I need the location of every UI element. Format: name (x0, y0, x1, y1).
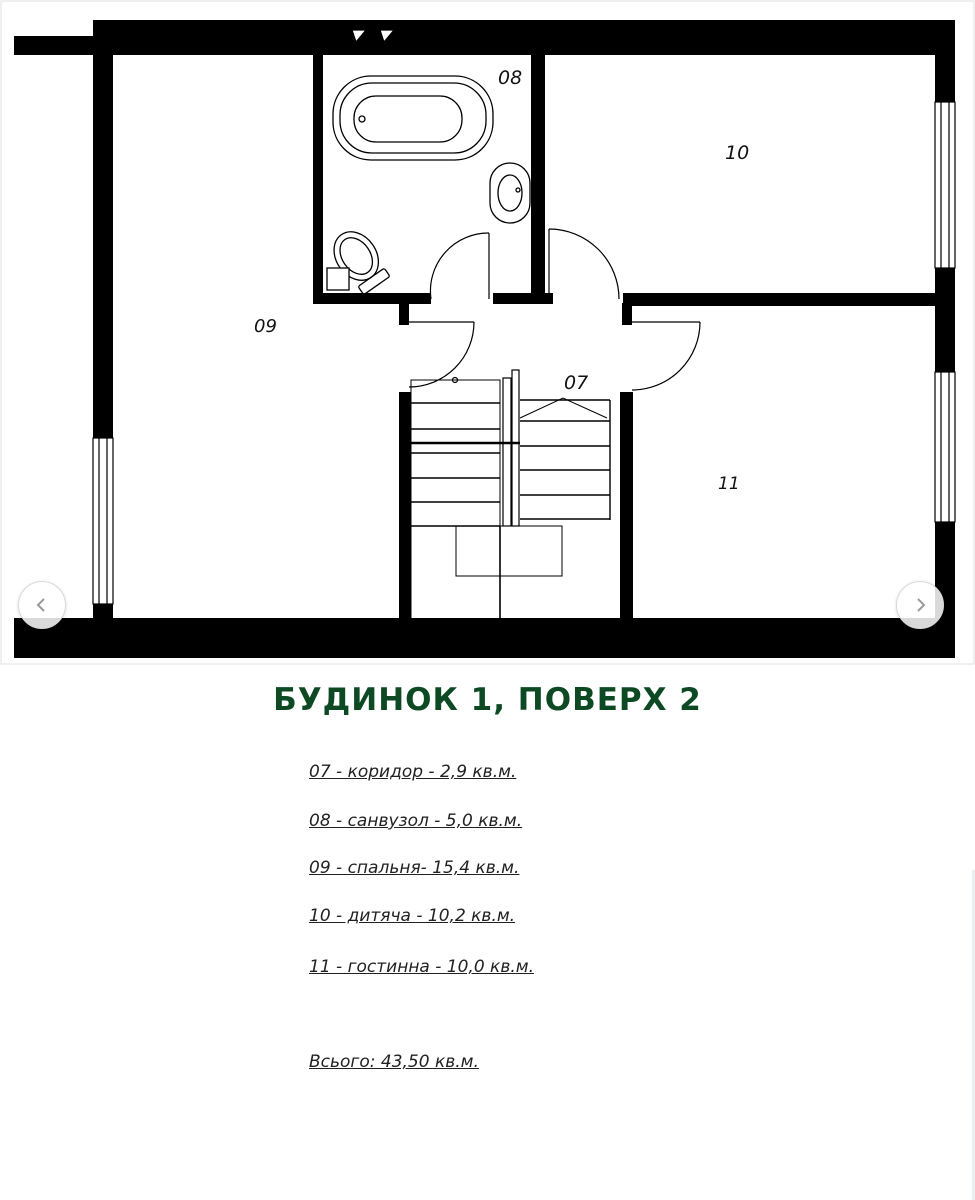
chevron-left-icon (33, 596, 51, 614)
legend-item-10: 10 - дитяча - 10,2 кв.м. (309, 906, 516, 926)
carousel-prev-button[interactable] (18, 581, 66, 629)
exterior-walls (14, 20, 955, 658)
carousel-next-button[interactable] (896, 581, 944, 629)
staircase (411, 370, 610, 620)
windows (93, 102, 955, 604)
legend-total: Всього: 43,50 кв.м. (309, 1052, 479, 1072)
legend-item-07: 07 - коридор - 2,9 кв.м. (309, 762, 517, 782)
room-label-10: 10 (725, 142, 750, 164)
bathtub-icon (333, 76, 493, 160)
interior-walls (313, 55, 935, 620)
room-label-08: 08 (498, 67, 523, 89)
legend-item-11: 11 - гостинна - 10,0 кв.м. (309, 957, 534, 977)
room-label-11: 11 (718, 474, 740, 494)
chevron-right-icon (911, 596, 929, 614)
door-swings (409, 229, 700, 390)
legend-item-09: 09 - спальня- 15,4 кв.м. (309, 858, 520, 878)
page-title: БУДИНОК 1, ПОВЕРХ 2 (273, 682, 702, 718)
room-label-07: 07 (564, 372, 589, 394)
sink-icon (490, 163, 530, 223)
legend-item-08: 08 - санвузол - 5,0 кв.м. (309, 811, 523, 831)
room-label-09: 09 (254, 316, 277, 337)
bathroom-fixtures (325, 76, 530, 297)
